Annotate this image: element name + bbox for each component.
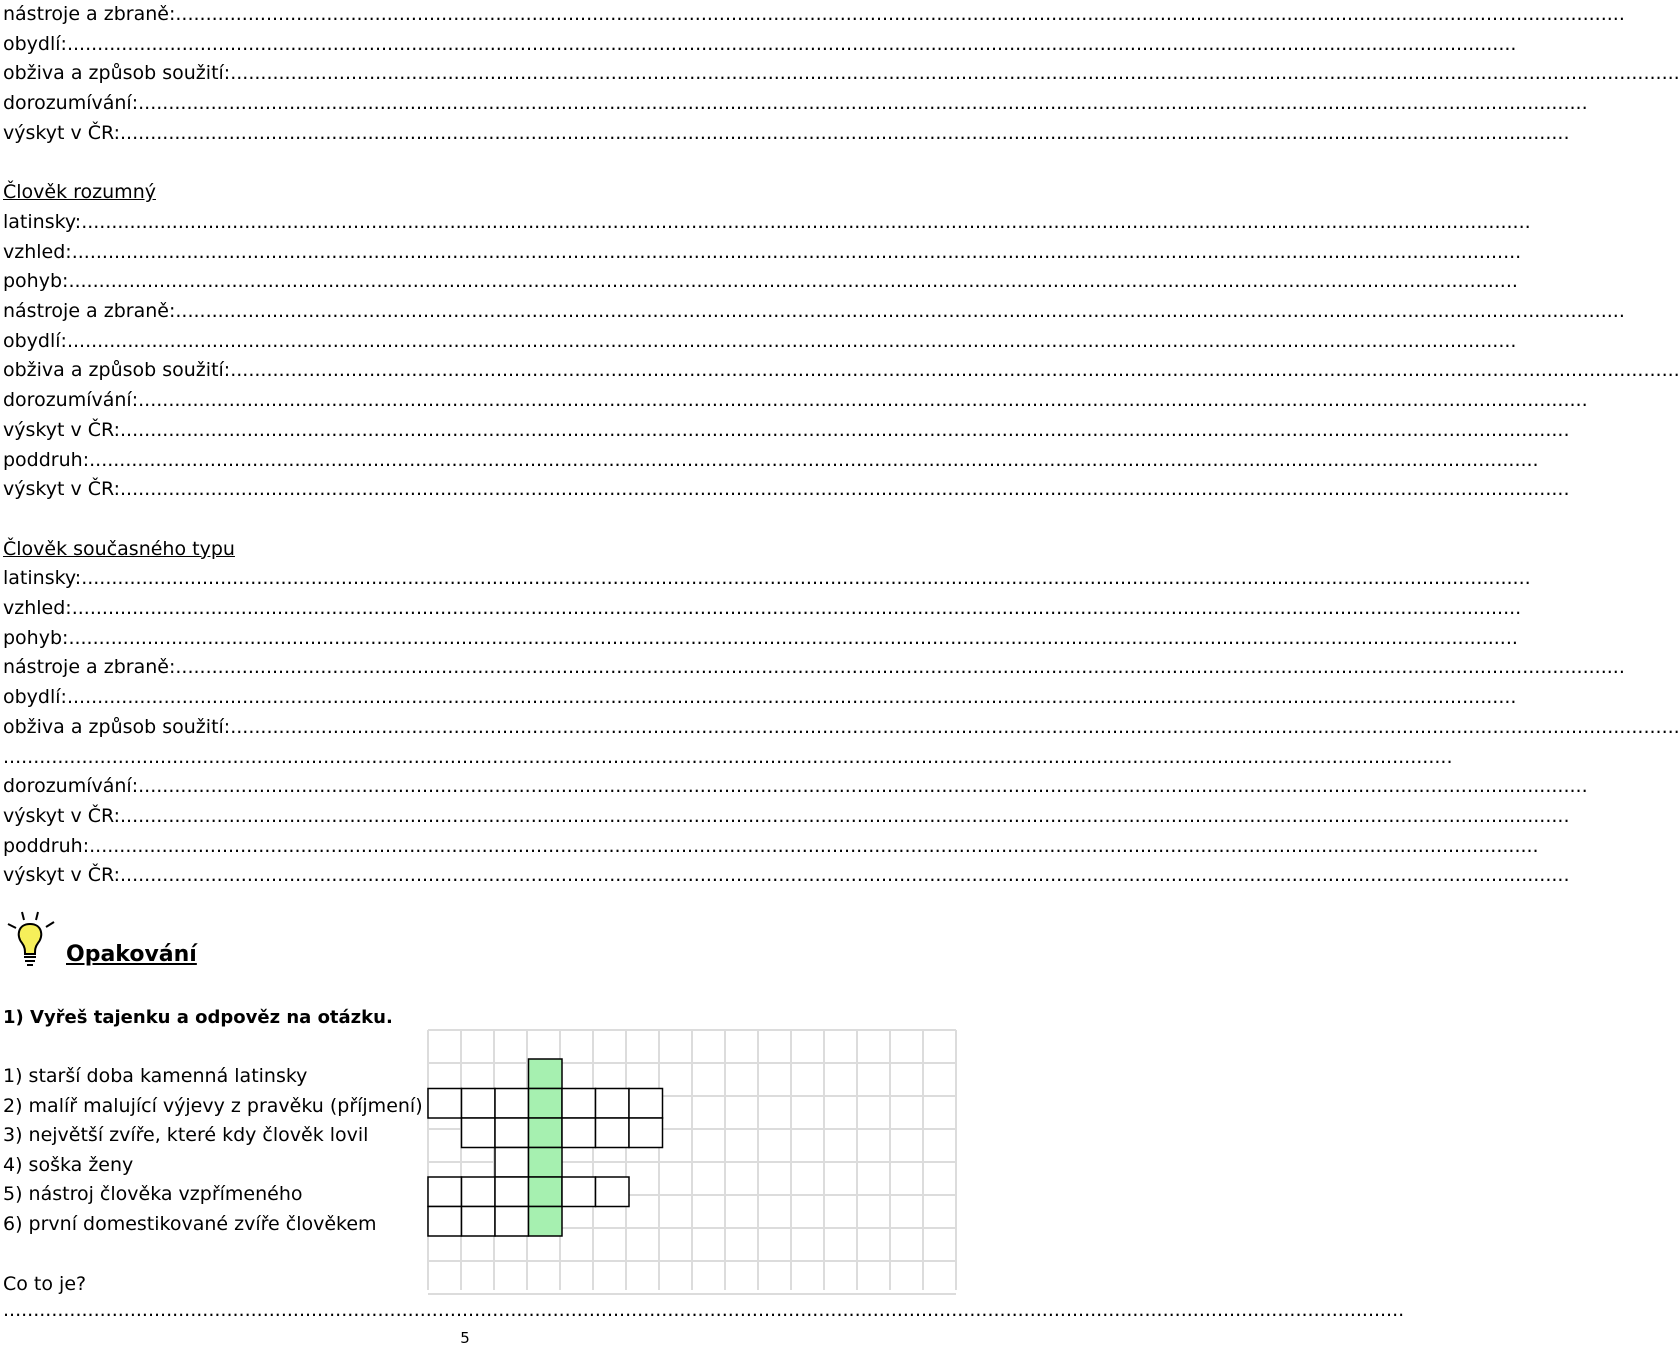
answer-dots[interactable]: ................................................................................................................................................................................................................................................ bbox=[120, 804, 1570, 827]
crossword-cell[interactable] bbox=[562, 1089, 596, 1119]
field-label: dorozumívání: bbox=[3, 775, 139, 798]
answer-dots[interactable]: ................................................................................................................................................................................................................................................ bbox=[120, 478, 1570, 501]
field-label: výskyt v ČR: bbox=[3, 804, 121, 827]
blank-line bbox=[3, 149, 925, 177]
answer-dots[interactable]: ................................................................................................................................................................................................................................................ bbox=[175, 656, 1625, 679]
crossword-solution-cell[interactable] bbox=[529, 1148, 563, 1178]
fill-in-line bbox=[3, 0, 1625, 28]
fill-in-line bbox=[3, 446, 1539, 474]
crossword-cell[interactable] bbox=[462, 1089, 496, 1119]
page-number: 5 bbox=[460, 1329, 470, 1347]
section-heading bbox=[3, 178, 925, 206]
field-label: poddruh: bbox=[3, 448, 90, 471]
crossword-cell[interactable] bbox=[495, 1089, 529, 1119]
answer-dots[interactable]: ................................................................................................................................................................................................................................................ bbox=[3, 745, 1453, 768]
answer-dots[interactable]: ................................................................................................................................................................................................................................................ bbox=[81, 567, 1531, 590]
answer-dots[interactable]: ................................................................................................................................................................................................................................................ bbox=[120, 121, 1570, 144]
crossword-cell[interactable] bbox=[596, 1177, 630, 1207]
fill-in-line bbox=[3, 416, 1570, 444]
answer-line: ........................................................................................................................................................................................................................................ bbox=[3, 1299, 1405, 1321]
fill-in-line bbox=[3, 386, 1588, 414]
field-label: vzhled: bbox=[3, 240, 72, 263]
fill-in-line bbox=[3, 327, 1517, 355]
fill-in-line bbox=[3, 653, 1625, 681]
answer-dots[interactable]: ................................................................................................................................................................................................................................................ bbox=[89, 834, 1539, 857]
fill-in-line bbox=[3, 772, 1588, 800]
field-label: nástroje a zbraně: bbox=[3, 3, 176, 25]
crossword-solution-cell[interactable] bbox=[529, 1059, 563, 1089]
clue-item: 5) nástroj člověka vzpřímeného bbox=[3, 1183, 303, 1205]
field-label: výskyt v ČR: bbox=[3, 864, 121, 887]
fill-in-line bbox=[3, 713, 1680, 741]
fill-in-line bbox=[3, 297, 1625, 325]
fill-in-line bbox=[3, 267, 1518, 295]
field-label: výskyt v ČR: bbox=[3, 418, 121, 441]
field-label: výskyt v ČR: bbox=[3, 121, 121, 144]
crossword-cell[interactable] bbox=[495, 1148, 529, 1178]
crossword-cell[interactable] bbox=[629, 1118, 663, 1148]
fill-in-line bbox=[3, 683, 1517, 711]
crossword-solution-cell[interactable] bbox=[529, 1207, 563, 1237]
fill-in-line bbox=[3, 356, 1680, 384]
section-heading-text: Člověk současného typu bbox=[3, 537, 235, 560]
answer-dots[interactable]: ................................................................................................................................................................................................................................................ bbox=[175, 300, 1625, 322]
repeat-heading: Opakování bbox=[66, 942, 197, 967]
clue-item: 1) starší doba kamenná latinsky bbox=[3, 1065, 308, 1087]
field-label: výskyt v ČR: bbox=[3, 478, 121, 501]
answer-dots[interactable]: ................................................................................................................................................................................................................................................ bbox=[71, 597, 1522, 619]
answer-dots[interactable]: ................................................................................................................................................................................................................................................ bbox=[66, 32, 1517, 55]
crossword-solution-cell[interactable] bbox=[529, 1118, 563, 1148]
fill-in-line bbox=[3, 30, 1517, 58]
question-label: Co to je? bbox=[3, 1273, 87, 1295]
crossword-solution-cell[interactable] bbox=[529, 1177, 563, 1207]
field-label: pohyb: bbox=[3, 626, 69, 649]
crossword-cell[interactable] bbox=[596, 1118, 630, 1148]
answer-dots[interactable]: ................................................................................................................................................................................................................................................ bbox=[175, 3, 1625, 25]
blank-line bbox=[3, 505, 925, 533]
field-label: dorozumívání: bbox=[3, 389, 139, 412]
answer-dots[interactable]: ................................................................................................................................................................................................................................................ bbox=[68, 270, 1518, 293]
field-label: obživa a způsob soužití: bbox=[3, 715, 231, 738]
fill-in-line bbox=[3, 238, 1522, 266]
answer-dots[interactable]: ................................................................................................................................................................................................................................................ bbox=[66, 686, 1517, 709]
answer-dots[interactable]: ................................................................................................................................................................................................................................................ bbox=[230, 715, 1680, 738]
lightbulb-icon bbox=[4, 910, 60, 968]
clue-item: 6) první domestikované zvíře člověkem bbox=[3, 1212, 377, 1235]
crossword-cell[interactable] bbox=[495, 1118, 529, 1148]
answer-dots[interactable]: ................................................................................................................................................................................................................................................ bbox=[230, 62, 1680, 85]
field-label: latinsky: bbox=[3, 567, 82, 590]
field-label: nástroje a zbraně: bbox=[3, 656, 176, 679]
field-label: obživa a způsob soužití: bbox=[3, 359, 231, 382]
field-label: pohyb: bbox=[3, 270, 69, 293]
fill-in-line bbox=[3, 208, 1531, 236]
crossword-grid bbox=[428, 1030, 956, 1290]
answer-dots[interactable]: ................................................................................................................................................................................................................................................ bbox=[120, 864, 1570, 887]
crossword-cell[interactable] bbox=[629, 1089, 663, 1119]
field-label: latinsky: bbox=[3, 210, 82, 233]
answer-dots[interactable]: ................................................................................................................................................................................................................................................ bbox=[138, 92, 1588, 115]
field-label: obydlí: bbox=[3, 32, 67, 55]
field-label: dorozumívání: bbox=[3, 92, 139, 115]
answer-dots[interactable]: ................................................................................................................................................................................................................................................ bbox=[71, 240, 1522, 263]
answer-dots[interactable]: ................................................................................................................................................................................................................................................ bbox=[138, 389, 1588, 412]
field-label: nástroje a zbraně: bbox=[3, 300, 176, 322]
crossword-cell[interactable] bbox=[562, 1177, 596, 1207]
answer-dots[interactable]: ................................................................................................................................................................................................................................................ bbox=[81, 210, 1531, 233]
field-label: vzhled: bbox=[3, 597, 72, 619]
answer-dots[interactable]: ................................................................................................................................................................................................................................................ bbox=[66, 329, 1517, 352]
field-label: obživa a způsob soužití: bbox=[3, 62, 231, 85]
crossword-cell[interactable] bbox=[462, 1118, 496, 1148]
section-heading-text: Člověk rozumný bbox=[3, 181, 156, 204]
crossword-cell[interactable] bbox=[428, 1177, 462, 1207]
fill-in-line bbox=[3, 564, 1531, 592]
crossword-solution-cell[interactable] bbox=[529, 1089, 563, 1119]
crossword-cell[interactable] bbox=[462, 1177, 496, 1207]
crossword-cell[interactable] bbox=[495, 1207, 529, 1237]
fill-in-line bbox=[3, 861, 1570, 889]
fill-in-line bbox=[3, 624, 1518, 652]
section-heading bbox=[3, 535, 925, 563]
field-label: obydlí: bbox=[3, 686, 67, 709]
crossword-cell[interactable] bbox=[596, 1089, 630, 1119]
fill-in-line bbox=[3, 832, 1539, 860]
crossword-cell[interactable] bbox=[462, 1207, 496, 1237]
crossword-cell[interactable] bbox=[562, 1118, 596, 1148]
answer-dots[interactable]: ................................................................................................................................................................................................................................................ bbox=[230, 359, 1680, 382]
answer-dots[interactable]: ................................................................................................................................................................................................................................................ bbox=[68, 626, 1518, 649]
field-label: poddruh: bbox=[3, 834, 90, 857]
fill-in-line bbox=[3, 802, 1570, 830]
task-instruction: 1) Vyřeš tajenku a odpověz na otázku. bbox=[3, 1007, 393, 1028]
clue-item: 3) největší zvíře, které kdy člověk lovil bbox=[3, 1124, 369, 1146]
crossword-cell[interactable] bbox=[428, 1089, 462, 1119]
fill-in-line bbox=[3, 594, 1522, 622]
field-label: obydlí: bbox=[3, 329, 67, 352]
fill-in-line bbox=[3, 89, 1588, 117]
answer-dots[interactable]: ................................................................................................................................................................................................................................................ bbox=[89, 448, 1539, 471]
crossword-cell[interactable] bbox=[495, 1177, 529, 1207]
clue-item: 2) malíř malující výjevy z pravěku (příjmení) bbox=[3, 1094, 423, 1117]
fill-in-line bbox=[3, 475, 1570, 503]
clue-item: 4) soška ženy bbox=[3, 1153, 134, 1176]
answer-dots[interactable]: ................................................................................................................................................................................................................................................ bbox=[138, 775, 1588, 798]
fill-in-line bbox=[3, 743, 1453, 771]
crossword-cell[interactable] bbox=[428, 1207, 462, 1237]
fill-in-line bbox=[3, 59, 1680, 87]
fill-in-line bbox=[3, 119, 1570, 147]
answer-dots[interactable]: ................................................................................................................................................................................................................................................ bbox=[120, 418, 1570, 441]
